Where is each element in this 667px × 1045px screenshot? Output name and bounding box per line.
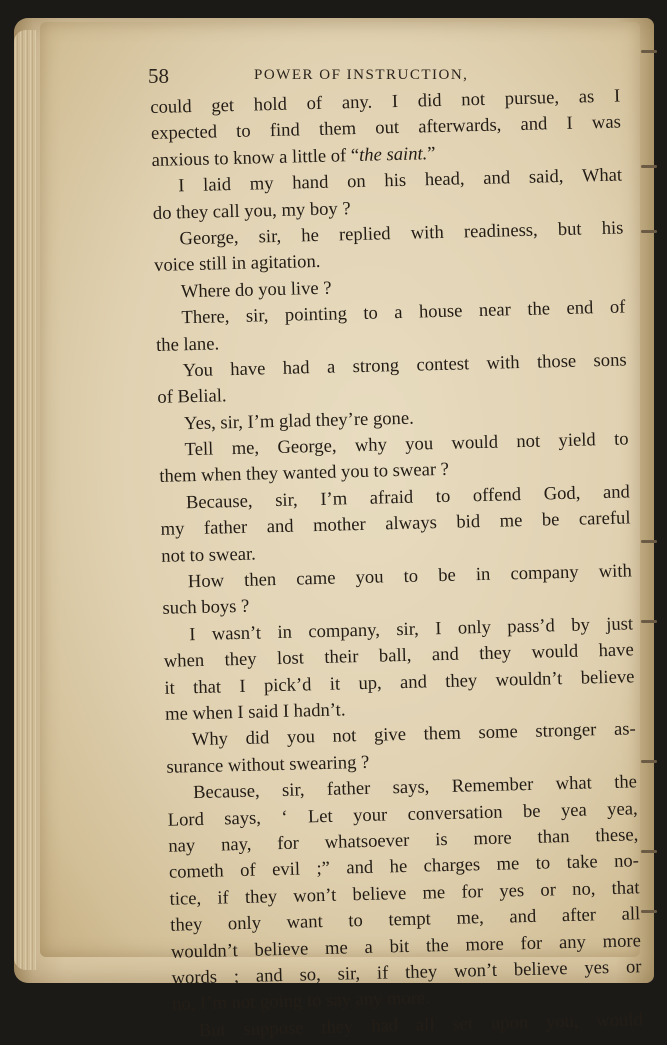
line-text: How then came you to be in company with xyxy=(187,560,633,593)
line-text: Where do you live ? xyxy=(180,277,332,303)
line-text: do they call you, my boy ? xyxy=(152,197,351,224)
line-text: I wasn’t in company, sir, I only pass’d by just xyxy=(188,613,634,646)
line-text: them when they wanted you to swear ? xyxy=(159,459,450,488)
line-text: voice still in agitation. xyxy=(153,251,321,277)
line-text: George, sir, he replied with readiness, but his xyxy=(179,217,624,250)
line-text: they only want to tempt me, and after all xyxy=(170,903,641,936)
line-text: tice, if they won’t believe me for yes or no, that xyxy=(169,876,640,910)
line-text: I laid my hand on his head, and said, What xyxy=(177,164,623,197)
running-title: POWER OF INSTRUCTION, xyxy=(254,67,469,83)
page-number: 58 xyxy=(148,64,169,88)
line-text: when they lost their ball, and they would have xyxy=(163,639,634,673)
line-text: Because, sir, father says, Remember what the xyxy=(192,771,638,804)
line-text: There, sir, pointing to a house near the end of xyxy=(181,296,626,329)
line-text: anxious to know a little of “ xyxy=(151,144,360,171)
stitch xyxy=(641,50,657,53)
line-text: of Belial. xyxy=(157,385,227,409)
stitch xyxy=(641,165,657,168)
line-text: Lord says, ‘ Let your conversation be yea yea, xyxy=(167,797,638,831)
line-text: cometh of evil ;” and he charges me to take no- xyxy=(168,850,640,884)
line-text: me when I said I hadn’t. xyxy=(164,699,346,725)
line-text: You have had a strong contest with those sons xyxy=(182,349,627,382)
italic-phrase: the saint. xyxy=(358,143,428,166)
line-text: Yes, sir, I’m glad they’re gone. xyxy=(183,407,414,434)
stitch xyxy=(641,850,657,853)
line-text: could get hold of any. I did not pursue, as I xyxy=(150,85,621,118)
stitch xyxy=(641,760,657,763)
closing-quote: ” xyxy=(427,142,436,165)
line-text: expected to find them out afterwards, and I was xyxy=(150,111,622,145)
line-text: it that I pick’d it up, and they wouldn’t believe xyxy=(164,665,635,699)
body-text xyxy=(150,84,643,1045)
line-text: such boys ? xyxy=(162,596,250,620)
line-text: no, I’m not going to say any more. xyxy=(171,987,431,1016)
line-text: the lane. xyxy=(155,332,220,356)
stitch xyxy=(641,620,657,623)
stitch xyxy=(641,910,657,913)
line-text: my father and mother always bid me be careful xyxy=(160,507,631,541)
line-text: surance without swearing ? xyxy=(166,751,370,778)
line-text: wouldn’t believe me a bit the more for any more xyxy=(170,929,642,963)
binding-stitches xyxy=(637,20,661,980)
stitch xyxy=(641,230,657,233)
line-text: Tell me, George, why you would not yield to xyxy=(184,428,629,461)
line-text: nay nay, for whatsoever is more than these, xyxy=(168,824,639,857)
line-text: Why did you not give them some stronger as- xyxy=(191,718,636,751)
page-edges xyxy=(14,30,36,970)
line-text: But suppose they had all set upon you, would xyxy=(198,1008,643,1041)
line-text: words ; and so, sir, if they won’t believe yes or xyxy=(171,956,642,989)
line-text: not to swear. xyxy=(161,543,257,567)
line-text: Because, sir, I’m afraid to offend God, and xyxy=(185,481,631,514)
stitch xyxy=(641,540,657,543)
